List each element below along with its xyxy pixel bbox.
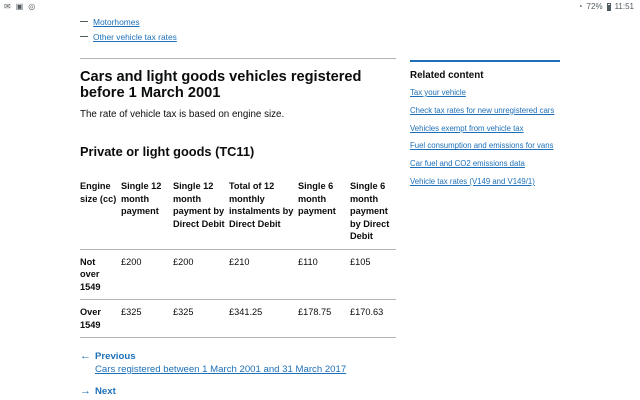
related-content (410, 60, 560, 195)
tax-rates-table (80, 174, 396, 338)
dash-icon (80, 36, 88, 37)
next-label: Next (95, 385, 116, 397)
battery-icon (607, 3, 611, 11)
section-divider (80, 58, 396, 59)
arrow-left-icon: ← (80, 350, 91, 362)
previous-page-link[interactable] (80, 350, 346, 375)
clock: 11:51 (614, 2, 634, 11)
related-title: Related content (410, 70, 484, 81)
table-cell: £170.63 (350, 300, 396, 338)
table-header: Single 6 month payment by Direct Debit (350, 174, 396, 249)
table-cell: £200 (173, 249, 229, 300)
arrow-right-icon: → (80, 385, 91, 397)
related-link-tax-your-vehicle[interactable]: Tax your vehicle (410, 88, 466, 97)
dash-icon (80, 21, 88, 22)
table-cell: Not over 1549 (80, 249, 121, 300)
table-cell: £325 (173, 300, 229, 338)
table-cell: £110 (298, 249, 350, 300)
other-rates-list (80, 14, 177, 44)
related-link-vehicles-exempt[interactable]: Vehicles exempt from vehicle tax (410, 123, 524, 133)
table-header: Single 6 month payment (298, 174, 350, 249)
section-title: Cars and light goods vehicles registered before 1 March 2001 (80, 69, 362, 101)
table-header: Single 12 month payment (121, 174, 173, 249)
next-page-link[interactable] (80, 385, 346, 397)
gallery-icon: ▣ (15, 2, 24, 11)
table-header: Total of 12 monthly instalments by Direct Debit (229, 174, 298, 249)
table-header-row (80, 174, 396, 249)
table-cell: £105 (350, 249, 396, 300)
status-left (4, 2, 35, 11)
table-header: Single 12 month payment by Direct Debit (173, 174, 229, 249)
table-row (80, 249, 396, 300)
subsection-title: Private or light goods (TC11) (80, 144, 255, 159)
battery-percent: 72% (586, 2, 603, 11)
list-item (80, 14, 177, 29)
table-cell: £341.25 (229, 300, 298, 338)
wifi-icon: ◔ (577, 2, 583, 11)
table-cell: £325 (121, 300, 173, 338)
previous-page-title: Cars registered between 1 March 2001 and 31 March 2017 (95, 364, 347, 375)
list-item (80, 29, 177, 44)
table-row (80, 300, 396, 338)
next-label-row (80, 385, 346, 397)
related-link-v149[interactable]: Vehicle tax rates (V149 and V149/1) (410, 176, 535, 186)
section-intro: The rate of vehicle tax is based on engine size. (80, 109, 285, 120)
table-header: Engine size (cc) (80, 174, 121, 249)
previous-label-row (80, 350, 346, 362)
sync-icon: ◎ (28, 2, 36, 11)
table-cell: £200 (121, 249, 173, 300)
motorhomes-link[interactable]: Motorhomes (93, 16, 140, 27)
mail-icon: ✉ (4, 2, 11, 11)
table-cell: £210 (229, 249, 298, 300)
table-cell: Over 1549 (80, 300, 121, 338)
related-link-fuel-consumption[interactable]: Fuel consumption and emissions for vans (410, 141, 554, 151)
table-cell: £178.75 (298, 300, 350, 338)
related-link-check-tax-rates[interactable]: Check tax rates for new unregistered cars (410, 105, 555, 115)
related-top-rule (410, 60, 560, 62)
pagination (80, 350, 346, 397)
related-link-car-fuel-data[interactable]: Car fuel and CO2 emissions data (410, 159, 525, 169)
previous-label: Previous (95, 350, 136, 362)
other-vehicle-tax-rates-link[interactable]: Other vehicle tax rates (93, 31, 177, 42)
status-bar (0, 0, 640, 14)
status-right (578, 2, 634, 11)
